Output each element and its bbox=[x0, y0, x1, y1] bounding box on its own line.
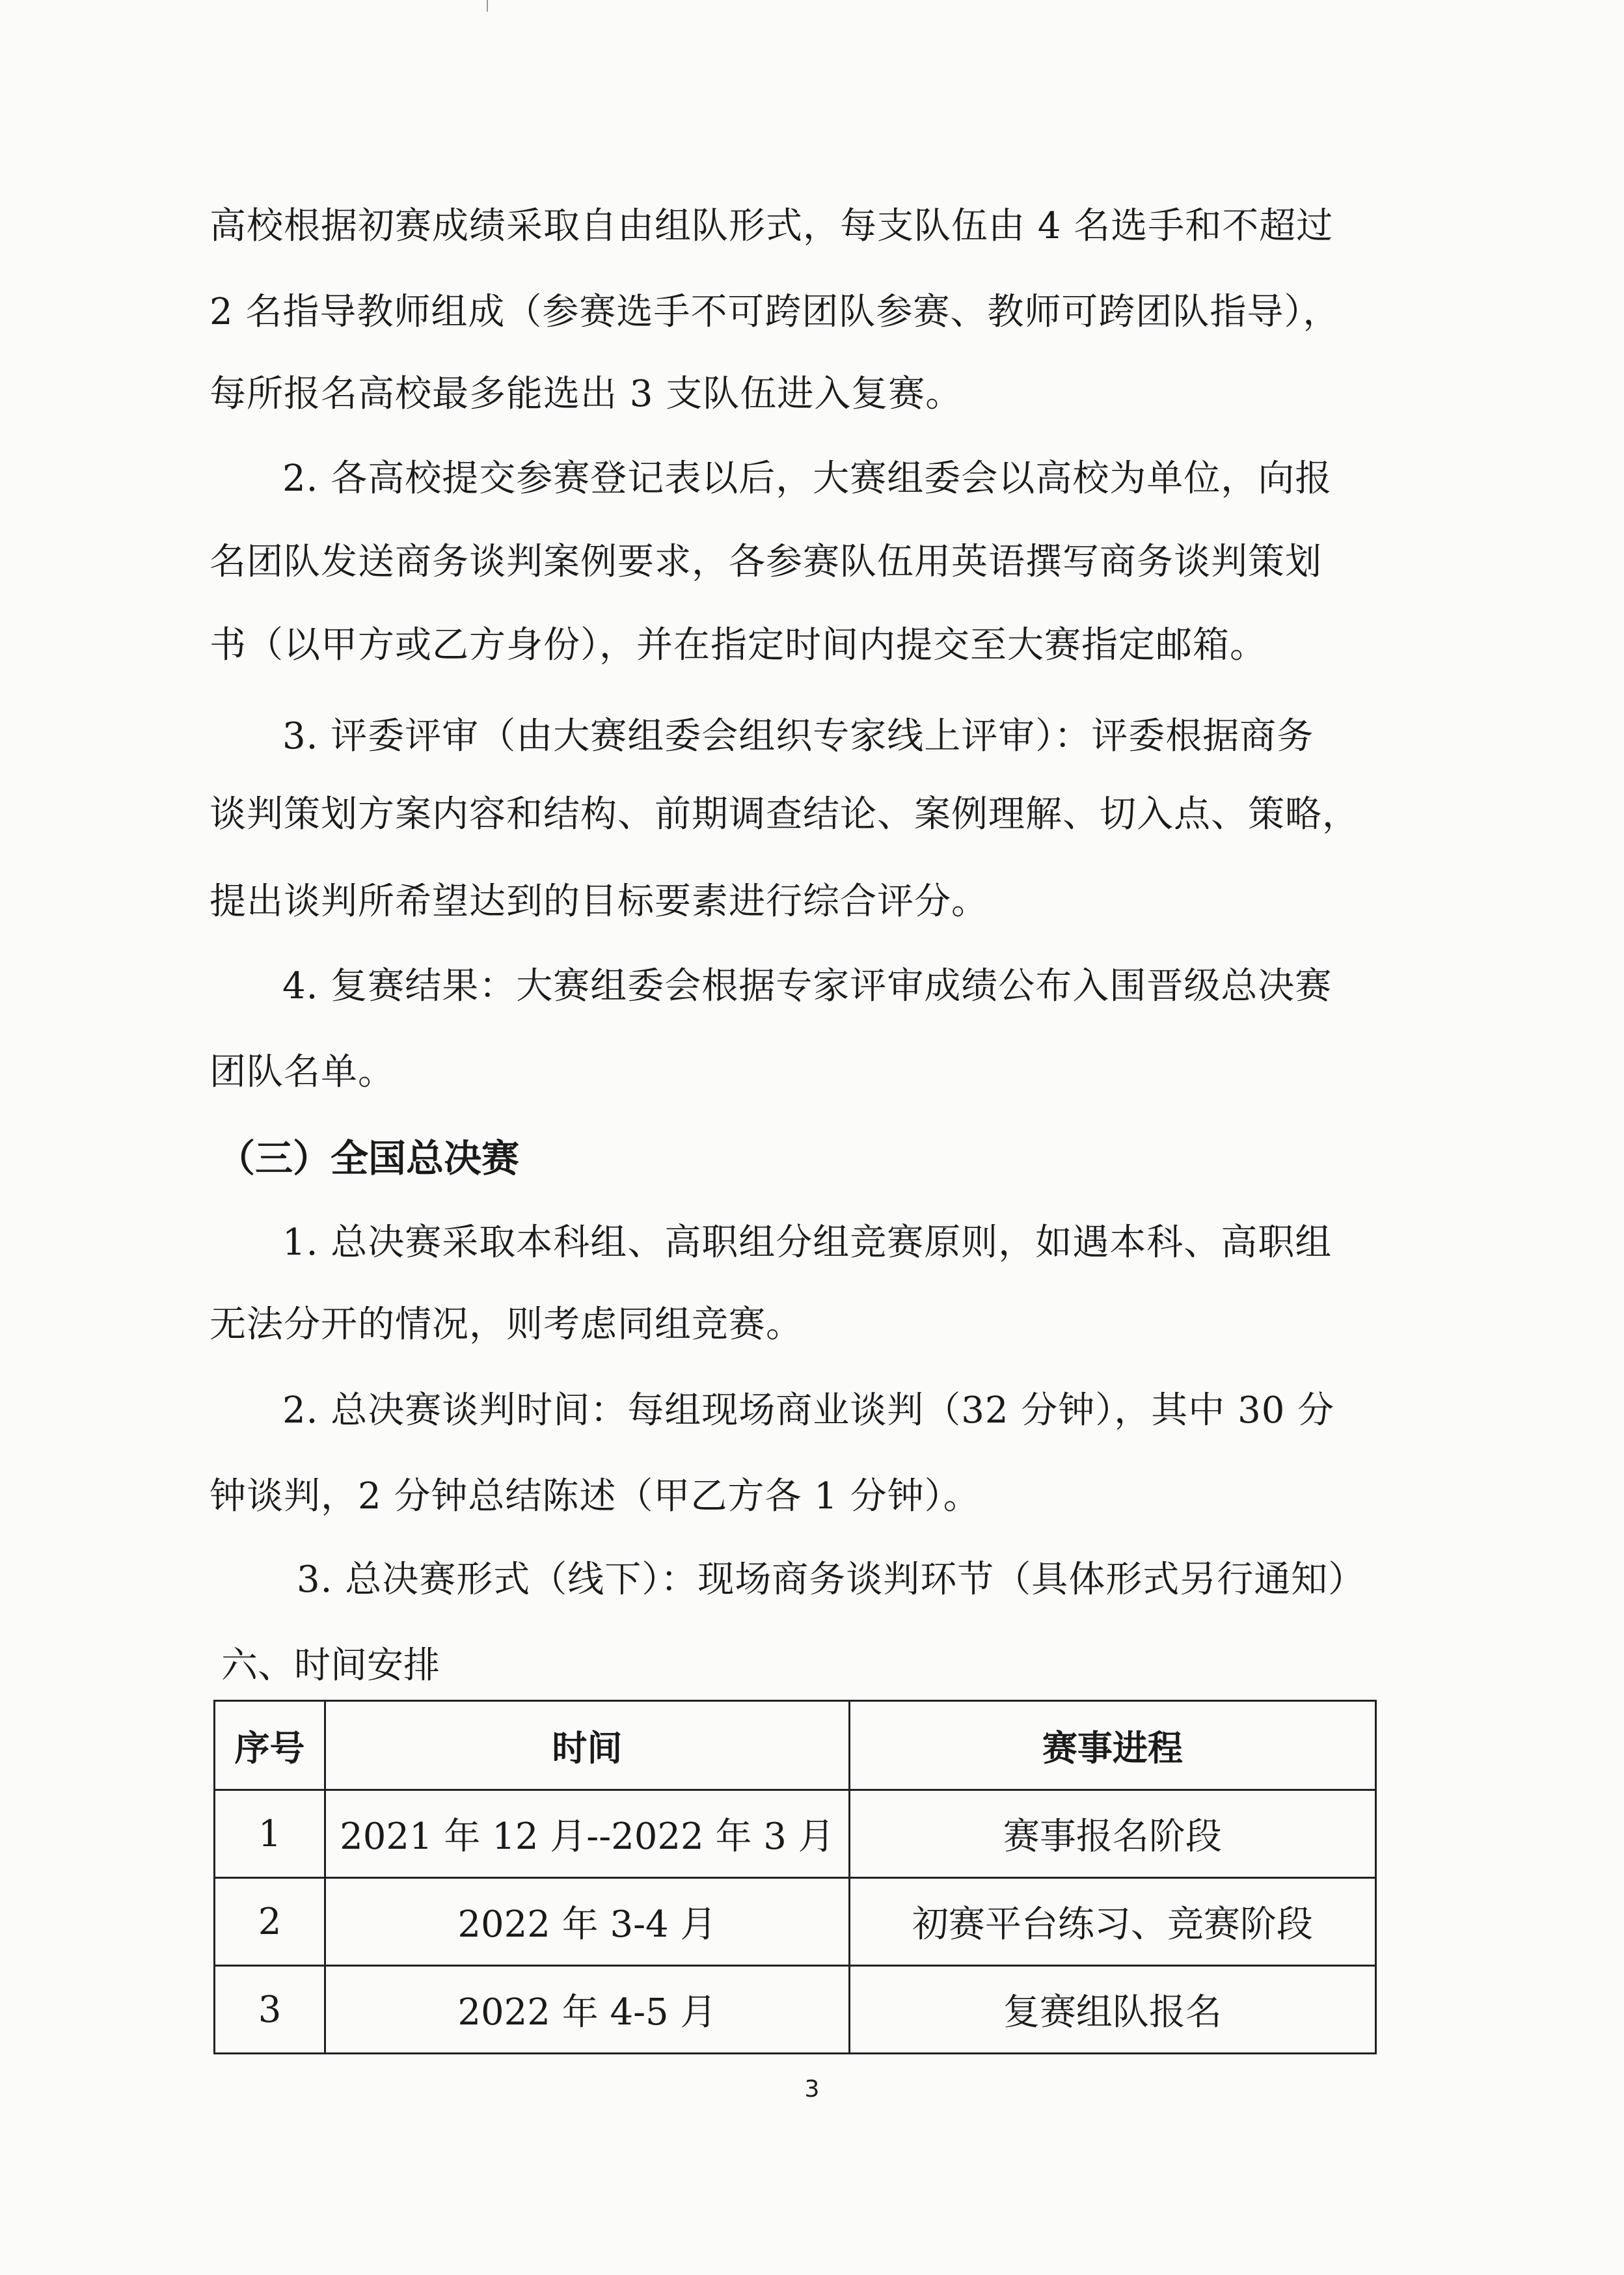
column-header-time: 时间 bbox=[325, 1701, 850, 1790]
paragraph-line: 钟谈判，2 分钟总结陈述（甲乙方各 1 分钟）。 bbox=[210, 1475, 981, 1518]
paragraph-line: 3. 总决赛形式（线下）：现场商务谈判环节（具体形式另行通知） bbox=[297, 1559, 1366, 1601]
table-row bbox=[215, 1966, 1376, 2054]
cell-stage: 赛事报名阶段 bbox=[849, 1790, 1375, 1878]
table-row bbox=[215, 1790, 1376, 1878]
schedule-table bbox=[213, 1700, 1377, 2054]
section-title: 六、时间安排 bbox=[221, 1644, 440, 1687]
paragraph-line: 书（以甲方或乙方身份），并在指定时间内提交至大赛指定邮箱。 bbox=[210, 624, 1267, 666]
paragraph-line: 高校根据初赛成绩采取自由组队形式，每支队伍由 4 名选手和不超过 bbox=[210, 205, 1334, 247]
cell-time: 2022 年 3-4 月 bbox=[325, 1878, 850, 1966]
table-row bbox=[215, 1878, 1376, 1966]
paragraph-line: 提出谈判所希望达到的目标要素进行综合评分。 bbox=[210, 880, 988, 923]
cell-stage: 初赛平台练习、竞赛阶段 bbox=[849, 1878, 1375, 1966]
cell-time: 2022 年 4-5 月 bbox=[325, 1966, 850, 2054]
column-header-stage: 赛事进程 bbox=[849, 1701, 1375, 1790]
paragraph-line: 4. 复赛结果：大赛组委会根据专家评审成绩公布入围晋级总决赛 bbox=[282, 965, 1333, 1007]
paragraph-line: 2 名指导教师组成（参赛选手不可跨团队参赛、教师可跨团队指导）， bbox=[210, 291, 1340, 333]
cell-time: 2021 年 12 月--2022 年 3 月 bbox=[325, 1790, 850, 1878]
cell-stage: 复赛组队报名 bbox=[849, 1966, 1375, 2054]
section-heading: （三）全国总决赛 bbox=[217, 1136, 520, 1180]
page-number: 3 bbox=[804, 2076, 820, 2103]
paragraph-line: 谈判策划方案内容和结构、前期调查结论、案例理解、切入点、策略， bbox=[210, 793, 1359, 836]
paragraph-line: 每所报名高校最多能选出 3 支队伍进入复赛。 bbox=[210, 373, 963, 415]
paragraph-line: 2. 总决赛谈判时间：每组现场商业谈判（32 分钟），其中 30 分 bbox=[282, 1389, 1335, 1432]
paragraph-line: 1. 总决赛采取本科组、高职组分组竞赛原则，如遇本科、高职组 bbox=[282, 1221, 1333, 1264]
table-header-row bbox=[215, 1701, 1376, 1790]
paragraph-line: 3. 评委评审（由大赛组委会组织专家线上评审）：评委根据商务 bbox=[282, 715, 1314, 757]
paragraph-line: 无法分开的情况，则考虑同组竞赛。 bbox=[210, 1303, 803, 1346]
column-header-number: 序号 bbox=[215, 1701, 325, 1790]
cell-number: 2 bbox=[215, 1878, 325, 1966]
cell-number: 1 bbox=[215, 1790, 325, 1878]
paragraph-line: 名团队发送商务谈判案例要求，各参赛队伍用英语撰写商务谈判策划 bbox=[210, 541, 1322, 583]
cell-number: 3 bbox=[215, 1966, 325, 2054]
paragraph-line: 2. 各高校提交参赛登记表以后，大赛组委会以高校为单位，向报 bbox=[282, 457, 1333, 500]
scan-mark bbox=[487, 0, 488, 12]
paragraph-line: 团队名单。 bbox=[210, 1051, 395, 1093]
